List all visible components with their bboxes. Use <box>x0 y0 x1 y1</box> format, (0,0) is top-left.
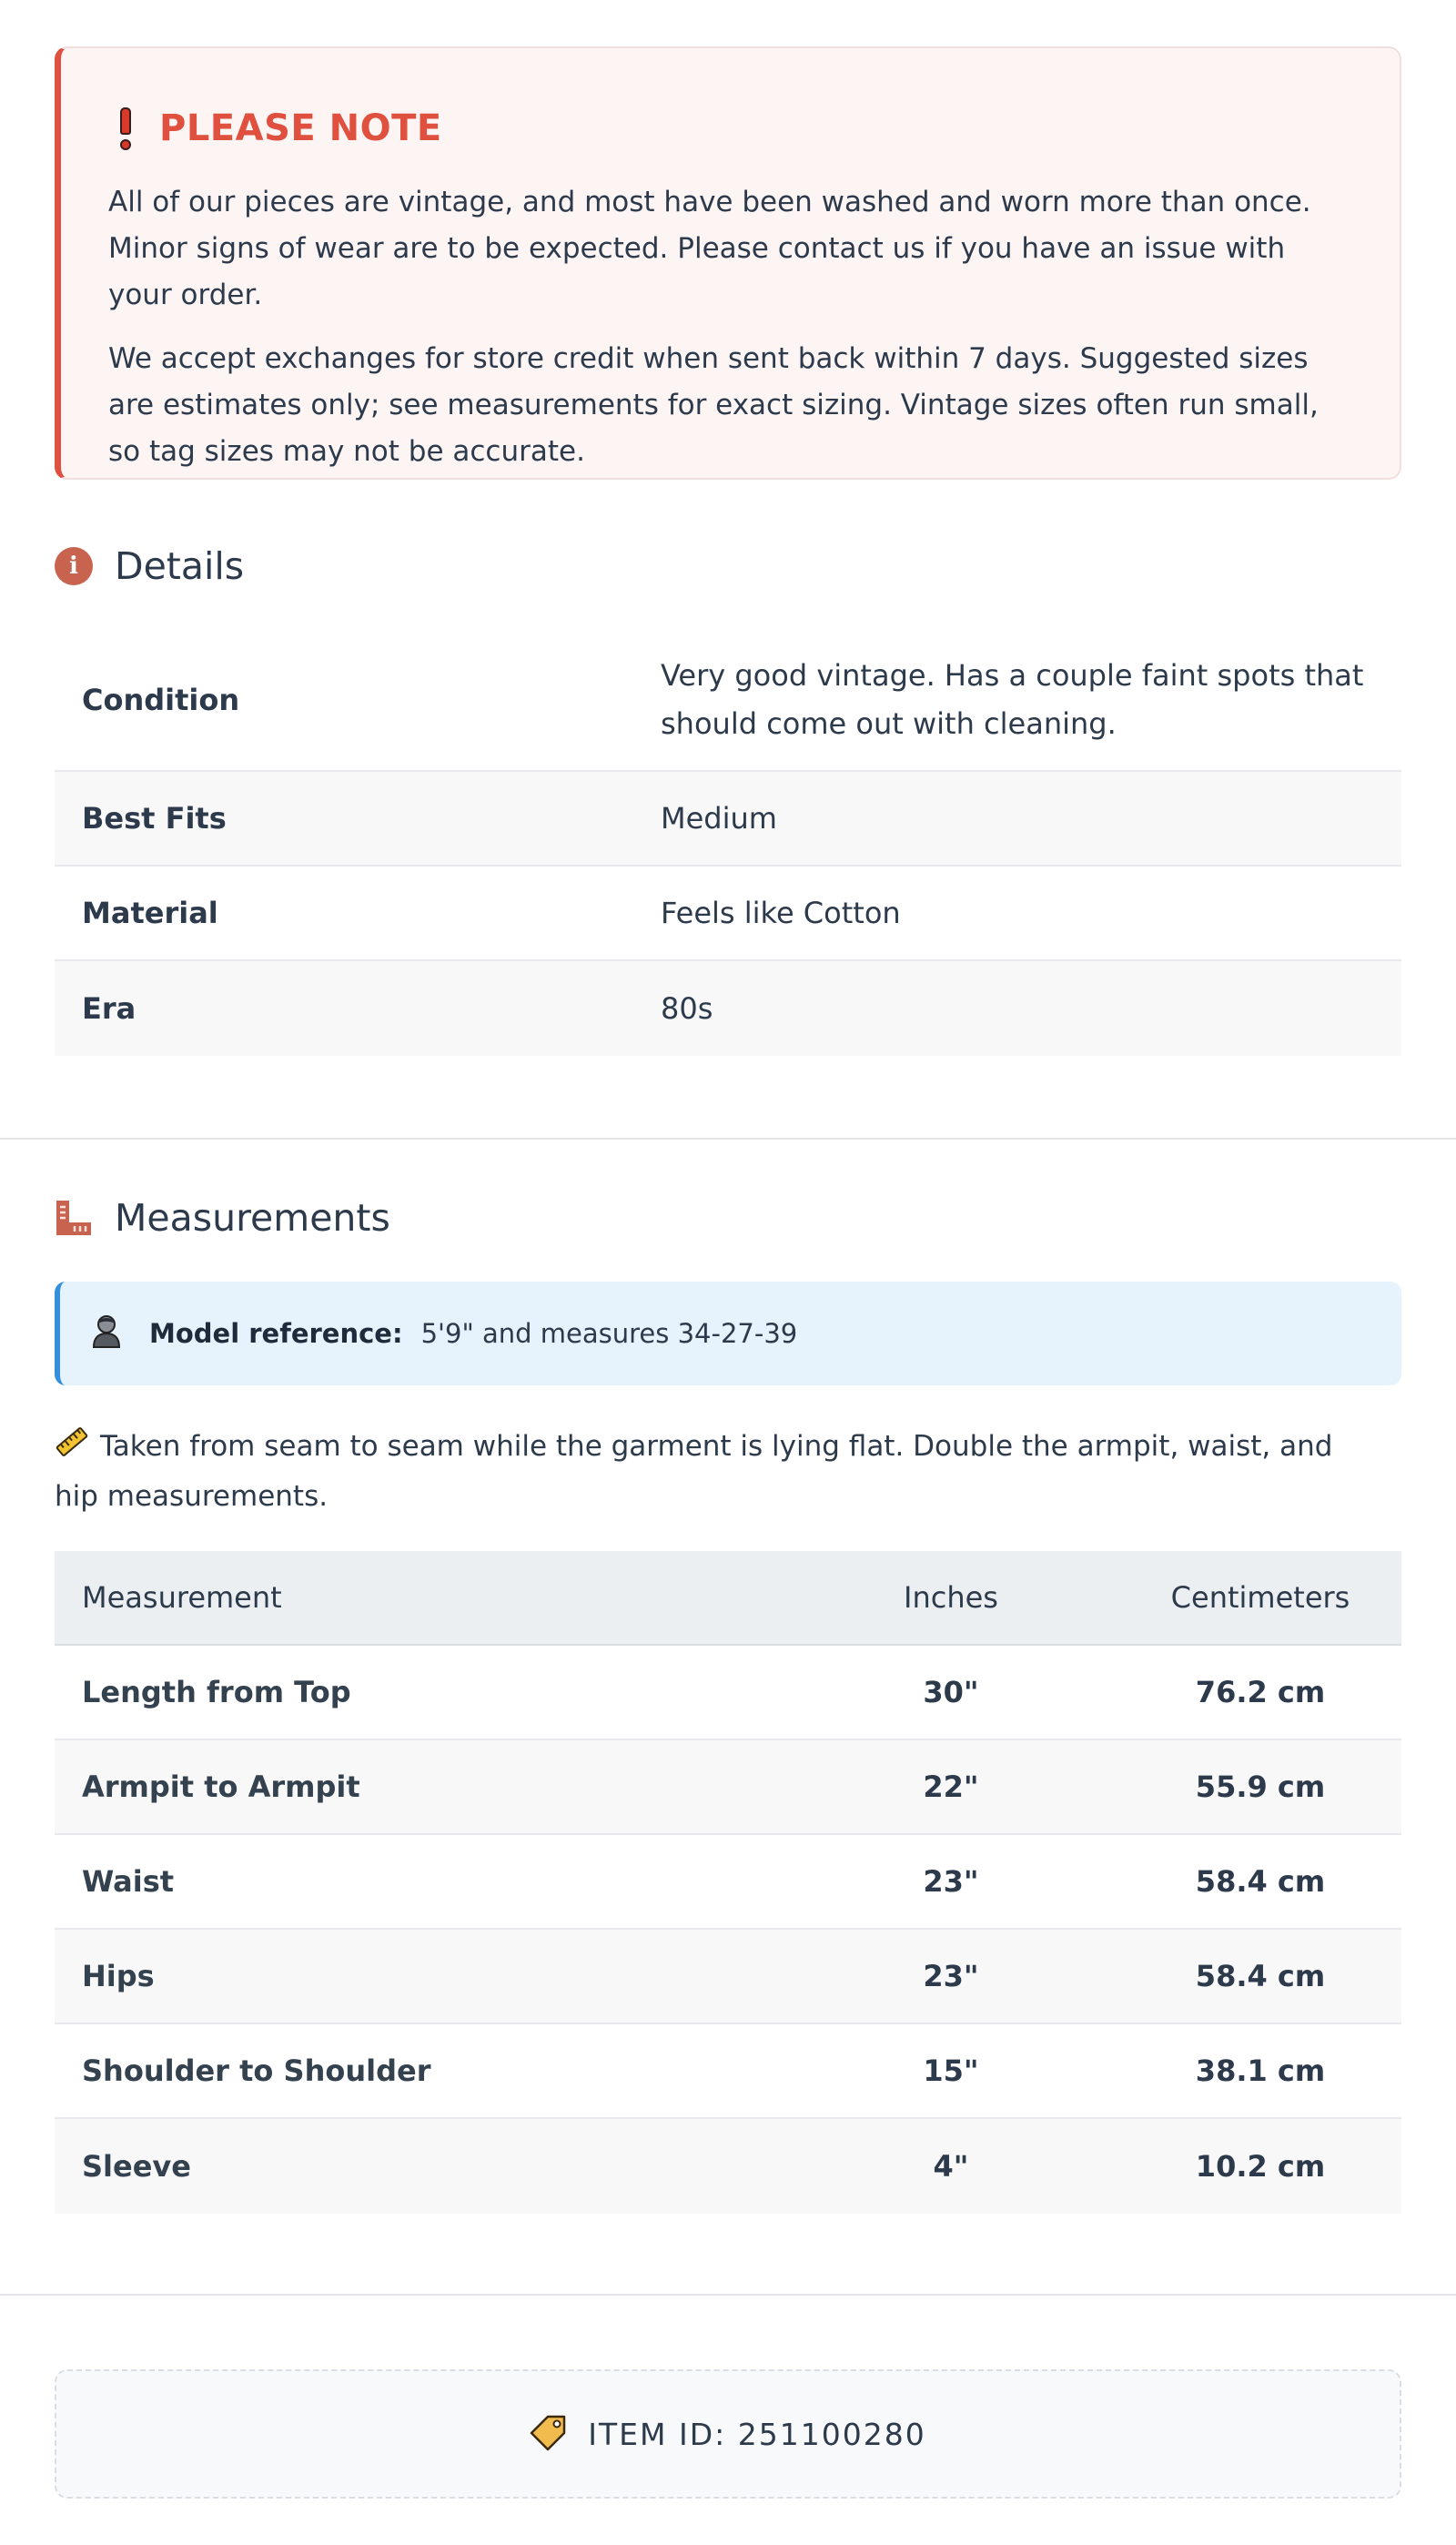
notice-paragraph-1: All of our pieces are vintage, and most have been washed and worn more than once. Minor signs of wear are to be expected. Please contact us if you have an issue with your order. <box>108 186 1311 311</box>
details-label: Condition <box>82 683 240 717</box>
measurement-inches: 30" <box>923 1675 979 1709</box>
column-header-inches: Inches <box>904 1580 998 1615</box>
measurement-inches: 23" <box>923 1864 979 1899</box>
table-row <box>55 1740 1401 1835</box>
table-row <box>55 1646 1401 1740</box>
info-icon: i <box>55 547 93 585</box>
details-row-material <box>55 867 1401 961</box>
column-header-measurement: Measurement <box>82 1580 282 1615</box>
measurement-name: Waist <box>82 1864 175 1899</box>
details-table <box>55 630 1401 1056</box>
details-row-condition <box>55 630 1401 772</box>
measurements-table <box>55 1551 1401 2214</box>
measurement-name: Armpit to Armpit <box>82 1769 360 1804</box>
measurement-note <box>55 1424 1365 1520</box>
model-reference <box>55 1282 1401 1385</box>
table-row <box>55 2119 1401 2214</box>
notice-box <box>55 46 1401 480</box>
measurements-title: Measurements <box>115 1196 390 1240</box>
measurement-note-text: Taken from seam to seam while the garment is lying flat. Double the armpit, waist, and hip measurements. <box>55 1430 1333 1513</box>
measurement-inches: 23" <box>923 1959 979 1993</box>
measurement-name: Sleeve <box>82 2149 191 2184</box>
measurement-inches: 15" <box>923 2053 979 2088</box>
measurement-name: Length from Top <box>82 1675 351 1709</box>
item-id-box <box>55 2369 1401 2499</box>
section-divider <box>0 2294 1456 2296</box>
exclamation-icon <box>116 107 136 150</box>
details-value: 80s <box>661 990 713 1026</box>
measurement-inches: 22" <box>923 1769 979 1804</box>
details-label: Material <box>82 896 218 930</box>
model-reference-value: 5'9" and measures 34-27-39 <box>420 1318 798 1349</box>
ruler-icon <box>55 1199 93 1237</box>
details-row-best-fits <box>55 772 1401 867</box>
model-reference-label: Model reference: <box>149 1318 403 1349</box>
details-value: Medium <box>661 800 777 836</box>
notice-title: PLEASE NOTE <box>159 107 442 149</box>
measurement-cm: 38.1 cm <box>1195 2053 1326 2088</box>
column-header-centimeters: Centimeters <box>1170 1580 1350 1615</box>
measurement-name: Hips <box>82 1959 155 1993</box>
measurement-cm: 58.4 cm <box>1195 1959 1326 1993</box>
measurement-inches: 4" <box>933 2149 969 2184</box>
tag-icon <box>530 2413 568 2455</box>
person-icon <box>91 1313 122 1354</box>
table-row <box>55 2024 1401 2119</box>
table-header <box>55 1551 1401 1646</box>
measurement-cm: 10.2 cm <box>1195 2149 1326 2184</box>
measurement-cm: 58.4 cm <box>1195 1864 1326 1899</box>
details-title: Details <box>115 544 245 588</box>
item-id-text: ITEM ID: 251100280 <box>588 2416 926 2452</box>
details-value: Very good vintage. Has a couple faint spots that should come out with cleaning. <box>661 658 1364 741</box>
section-divider <box>0 1138 1456 1140</box>
measurement-name: Shoulder to Shoulder <box>82 2053 431 2088</box>
measurement-cm: 76.2 cm <box>1195 1675 1326 1709</box>
details-row-era <box>55 961 1401 1056</box>
details-label: Era <box>82 991 136 1026</box>
pencil-icon <box>55 1425 89 1474</box>
table-row <box>55 1930 1401 2024</box>
measurements-heading <box>55 1196 390 1240</box>
notice-paragraph-2: We accept exchanges for store credit when sent back within 7 days. Suggested sizes are estimates only; see measurements for exact sizing. Vintage sizes often run small, so tag sizes may not be accurate. <box>108 342 1319 468</box>
details-label: Best Fits <box>82 801 227 836</box>
table-row <box>55 1835 1401 1930</box>
notice-header <box>108 105 1352 152</box>
details-heading <box>55 544 244 588</box>
measurement-cm: 55.9 cm <box>1195 1769 1326 1804</box>
details-value: Feels like Cotton <box>661 895 901 930</box>
